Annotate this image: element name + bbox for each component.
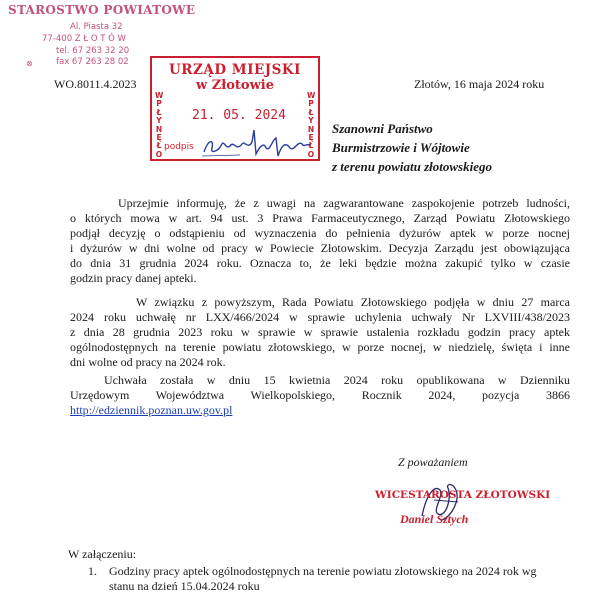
paragraph-2-line: 2024 roku uchwałę nr LXX/466/2024 w sprawie uchylenia uchwały Nr LXVIII/438/2023 (70, 310, 570, 324)
starostwo-stamp-tel: tel. 67 263 32 20 (56, 46, 130, 56)
place-date: Złotów, 16 maja 2024 roku (414, 77, 545, 91)
paragraph-1-line: i dyżurów w dni wolne od pracy w Powiecie Złotowskim. Decyzja Zarządu jest obowiązująca (70, 241, 570, 255)
starostwo-stamp-street: Al. Piasta 32 (70, 22, 123, 32)
receipt-stamp-title: URZĄD MIEJSKI (169, 62, 301, 78)
paragraph-2-line: ogólnodostępnych na terenie powiatu złotowskiego, w porze nocnej, w niedzielę, święta i inne (70, 340, 570, 354)
receipt-stamp-subtitle: w Złotowie (196, 78, 274, 93)
paragraph-1-line: Uprzejmie informuję, że z uwagi na zagwarantowane zaspokojenie potrzeb ludności, (118, 196, 570, 210)
attachments-label: W załączeniu: (68, 547, 137, 561)
closing-regards: Z poważaniem (398, 455, 468, 469)
paragraph-1-line: do dnia 31 grudnia 2024 roku. Oznacza to, że leki będzie można zakupić tylko w czasie (70, 256, 570, 270)
paragraph-3-line: Urzędowym Województwa Wielkopolskiego, Rocznik 2024, pozycja 3866 (70, 388, 570, 402)
paragraph-1-line: o których mowa w art. 94 ust. 3 Prawa Farmaceutycznego, Zarząd Powiatu Złotowskiego (70, 211, 570, 225)
signatory-role: WICESTAROSTA ZŁOTOWSKI (375, 489, 551, 501)
attachment-number: 1. (88, 564, 97, 578)
paragraph-1-line: podjął decyzję o odstąpieniu od wyznaczenia do pełnienia dyżurów aptek w porze nocnej (70, 226, 570, 240)
paragraph-2 (70, 295, 570, 370)
receipt-stamp-date: 21. 05. 2024 (192, 108, 286, 123)
receipt-signature-icon (200, 122, 315, 160)
starostwo-stamp-fax: fax 67 263 28 02 (56, 57, 129, 67)
addressee-line-2: Burmistrzowie i Wójtowie (332, 140, 470, 155)
starostwo-stamp-title: STAROSTWO POWIATOWE (8, 3, 196, 17)
starostwo-stamp-emblem-icon: ⊗ (26, 59, 33, 68)
signatory-name: Daniel Sztych (400, 512, 469, 526)
document-reference: WO.8011.4.2023 (54, 77, 137, 91)
starostwo-stamp-city: 77-400 Z Ł O T Ó W (42, 34, 126, 44)
paragraph-3 (70, 373, 570, 418)
paragraph-2-line: dni wolne od pracy na 2024 rok. (70, 355, 226, 369)
paragraph-2-line: z dnia 28 grudnia 2023 roku w sprawie w sprawie ustalenia rozkładu godzin pracy aptek (70, 325, 570, 339)
receipt-stamp-podpis-label: podpis (164, 142, 194, 152)
attachment-item: Godziny pracy aptek ogólnodostępnych na terenie powiatu złotowskiego na 2024 rok wg stanu na dzień 15.04.2024 roku (109, 564, 537, 593)
receipt-stamp (150, 56, 320, 161)
receipt-stamp-vertical-right: WPŁYNĘŁO (307, 91, 316, 159)
addressee-line-3: z terenu powiatu złotowskiego (332, 159, 492, 174)
addressee-line-1: Szanowni Państwo (332, 121, 433, 136)
dziennik-link[interactable]: http://edziennik.poznan.uw.gov.pl (70, 403, 233, 417)
receipt-stamp-vertical-left: WPŁYNĘŁO (155, 91, 164, 159)
paragraph-1 (70, 196, 570, 286)
paragraph-2-line: W związku z powyższym, Rada Powiatu Złotowskiego podjęła w dniu 27 marca (136, 295, 570, 309)
paragraph-1-line: godzin pracy danej apteki. (70, 271, 197, 285)
paragraph-3-line: Uchwała została w dniu 15 kwietnia 2024 roku opublikowana w Dzienniku (104, 373, 570, 387)
